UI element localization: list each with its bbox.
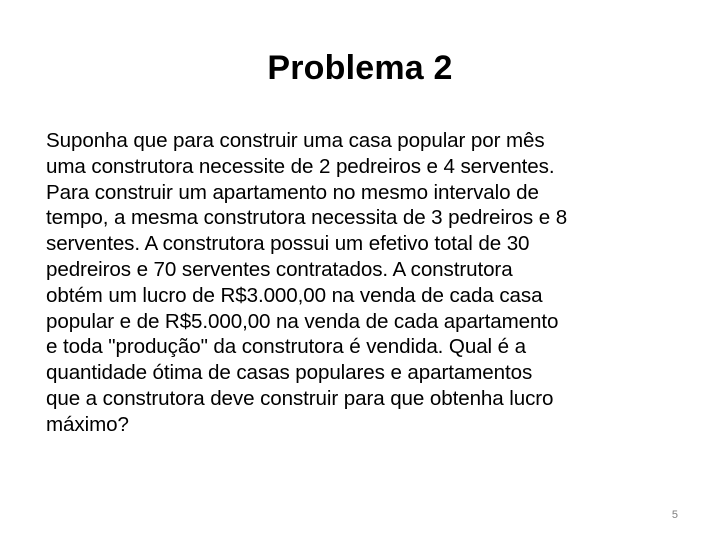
problem-line: Para construir um apartamento no mesmo intervalo de [46, 180, 539, 204]
problem-line: uma construtora necessite de 2 pedreiros e 4 serventes. [46, 154, 555, 178]
problem-line: pedreiros e 70 serventes contratados. A construtora [46, 257, 513, 281]
problem-line: serventes. A construtora possui um efetivo total de 30 [46, 232, 530, 256]
page-number: 5 [671, 509, 678, 521]
problem-line: tempo, a mesma construtora necessita de 3 pedreiros e 8 [46, 206, 568, 230]
problem-line: obtém um lucro de R$3.000,00 na venda de cada casa [46, 283, 543, 307]
problem-statement [46, 128, 686, 438]
problem-line: popular e de R$5.000,00 na venda de cada apartamento [46, 309, 559, 333]
problem-line: e toda "produção" da construtora é vendida. Qual é a [46, 335, 526, 359]
problem-line: máximo? [46, 412, 129, 436]
problem-line: quantidade ótima de casas populares e apartamentos [46, 361, 533, 385]
problem-line: que a construtora deve construir para que obtenha lucro [46, 386, 554, 410]
slide-title: Problema 2 [267, 49, 453, 87]
problem-line: Suponha que para construir uma casa popular por mês [46, 129, 545, 152]
